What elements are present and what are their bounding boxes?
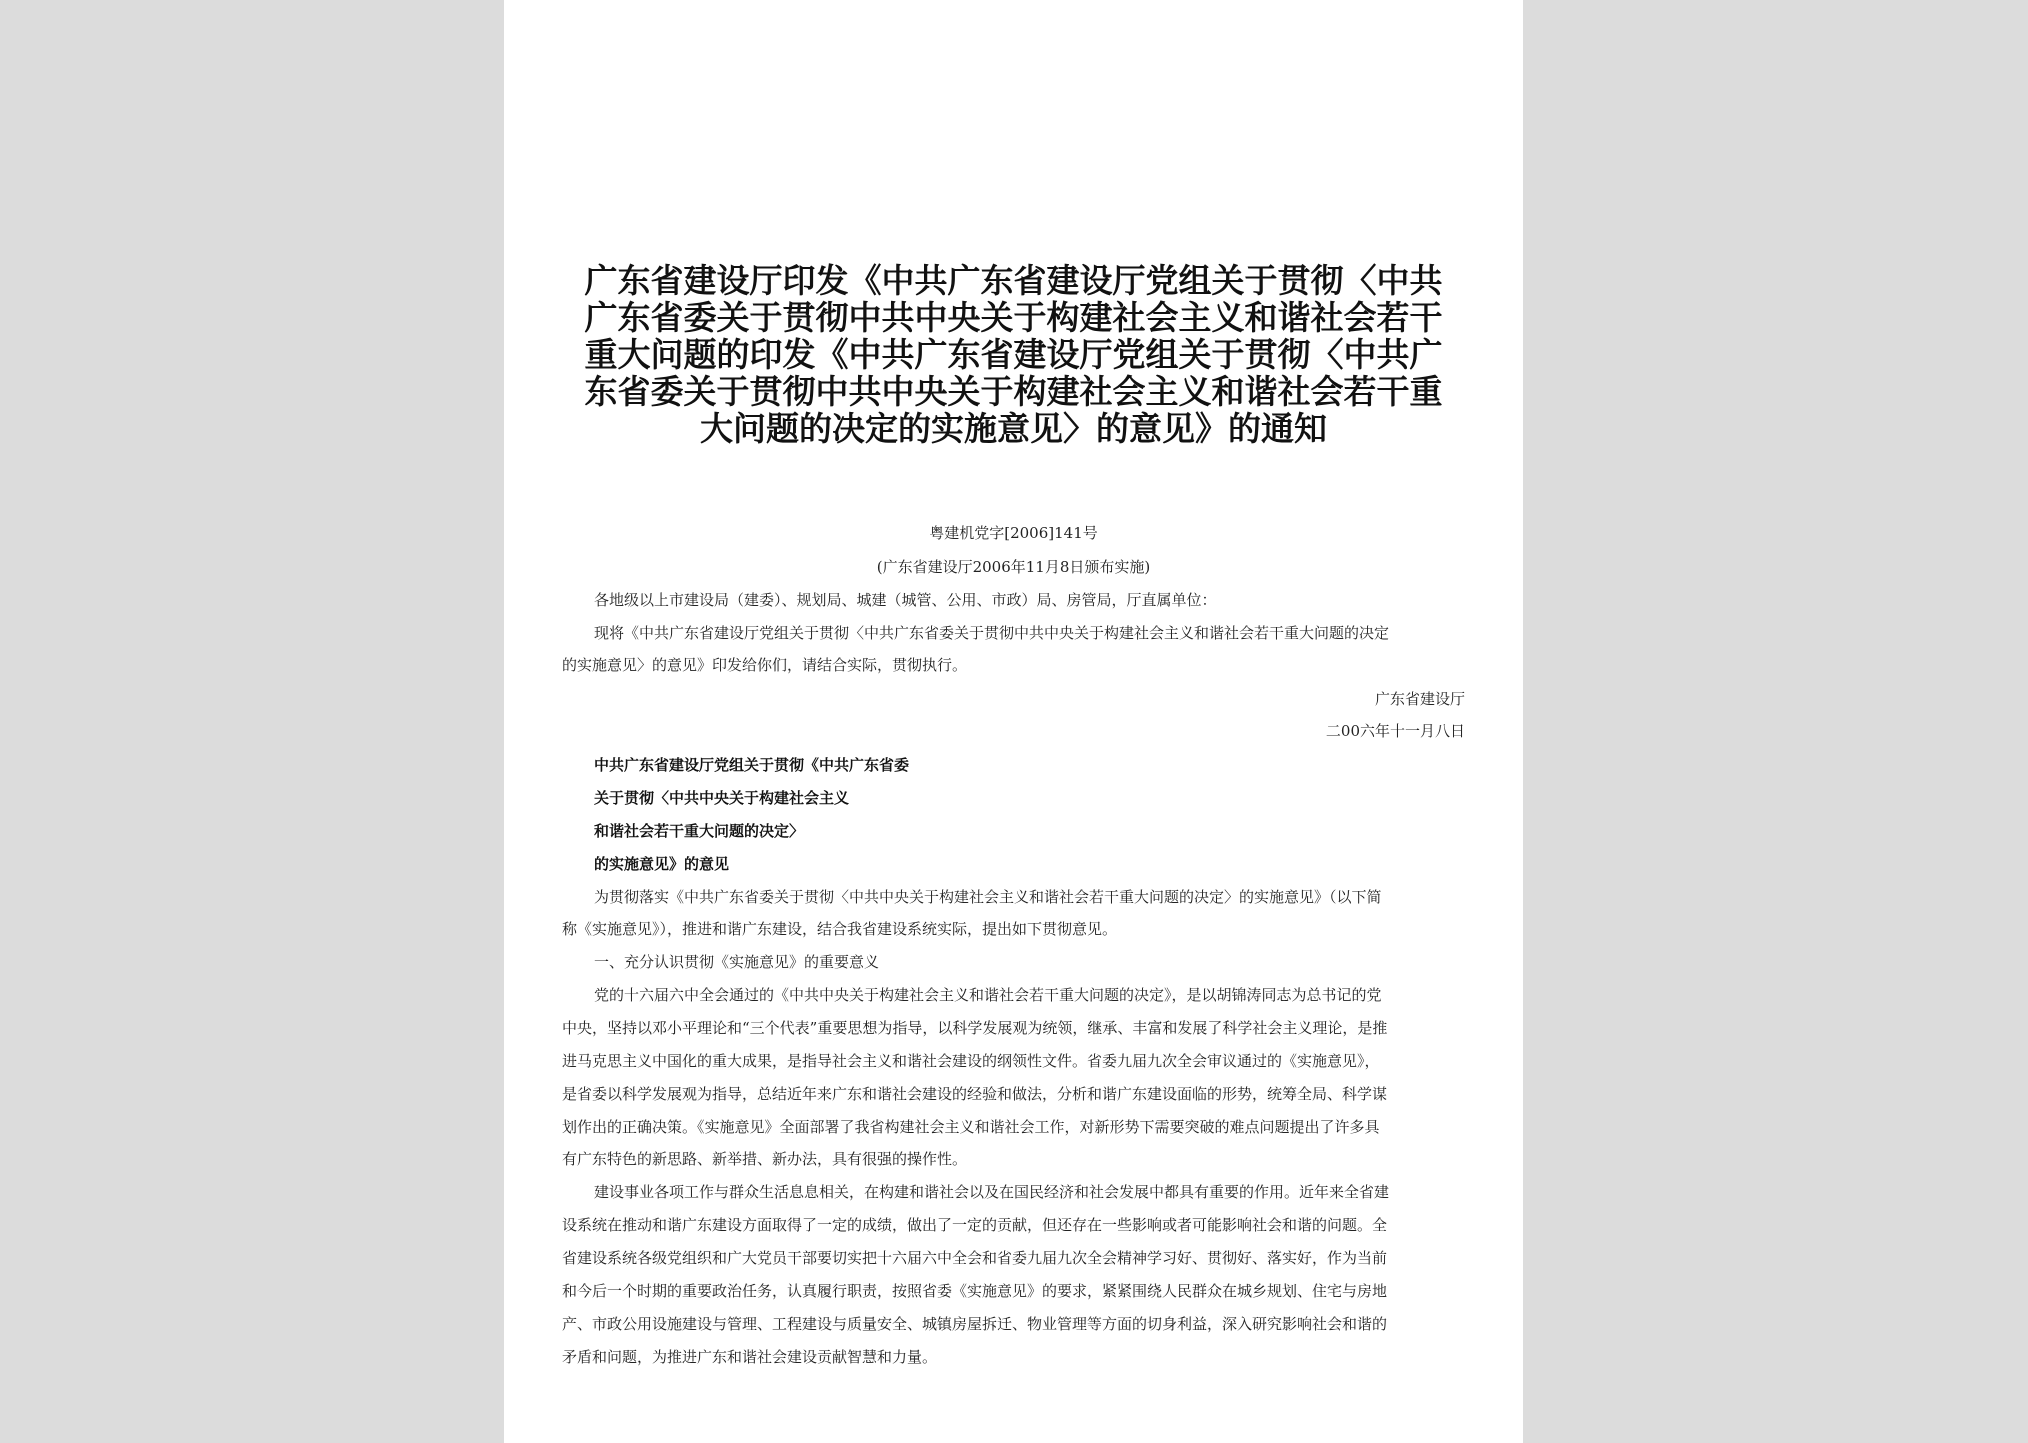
sub-title-line: 的实施意见》的意见 bbox=[594, 855, 730, 873]
sub-title-line: 关于贯彻〈中共中央关于构建社会主义 bbox=[594, 789, 850, 807]
signature-org: 广东省建设厅 bbox=[1374, 690, 1465, 708]
paragraph-line: 划作出的正确决策。《实施意见》全面部署了我省构建社会主义和谐社会工作，对新形势下需要突破的难点问题提出了许多具 bbox=[562, 1118, 1380, 1136]
issue-note: (广东省建设厅2006年11月8日颁布实施) bbox=[876, 558, 1151, 576]
paragraph-line: 产、市政公用设施建设与管理、工程建设与质量安全、城镇房屋拆迁、物业管理等方面的切身利益，深入研究影响社会和谐的 bbox=[562, 1315, 1388, 1333]
paragraph-line: 是省委以科学发展观为指导，总结近年来广东和谐社会建设的经验和做法，分析和谐广东建设面临的形势，统筹全局、科学谋 bbox=[562, 1085, 1388, 1103]
sub-title-line: 中共广东省建设厅党组关于贯彻《中共广东省委 bbox=[594, 756, 910, 774]
paragraph-line: 有广东特色的新思路、新举措、新办法，具有很强的操作性。 bbox=[562, 1150, 968, 1168]
paragraph-line: 和今后一个时期的重要政治任务，认真履行职责，按照省委《实施意见》的要求，紧紧围绕人民群众在城乡规划、住宅与房地 bbox=[562, 1282, 1388, 1300]
intro-line: 的实施意见〉的意见》印发给你们，请结合实际，贯彻执行。 bbox=[562, 656, 968, 674]
sub-title-line: 和谐社会若干重大问题的决定〉 bbox=[594, 822, 805, 840]
preface-line: 称《实施意见》），推进和谐广东建设，结合我省建设系统实际，提出如下贯彻意见。 bbox=[562, 920, 1118, 938]
intro-line: 现将《中共广东省建设厅党组关于贯彻〈中共广东省委关于贯彻中共中央关于构建社会主义和谐社会若干重大问题的决定 bbox=[594, 624, 1390, 642]
signature-date: 二00六年十一月八日 bbox=[1325, 722, 1465, 740]
addressees: 各地级以上市建设局（建委）、规划局、城建（城管、公用、市政）局、房管局，厅直属单位： bbox=[594, 591, 1217, 609]
paragraph-line: 设系统在推动和谐广东建设方面取得了一定的成绩，做出了一定的贡献，但还存在一些影响或者可能影响社会和谐的问题。全 bbox=[562, 1216, 1388, 1234]
document-page bbox=[504, 0, 1523, 1443]
paragraph-line: 党的十六届六中全会通过的《中共中央关于构建社会主义和谐社会若干重大问题的决定》，是以胡锦涛同志为总书记的党 bbox=[594, 986, 1382, 1004]
document-number: 粤建机党字[2006]141号 bbox=[929, 524, 1098, 542]
document-title: 广东省建设厅印发《中共广东省建设厅党组关于贯彻〈中共广东省委关于贯彻中共中央关于构建社会主义和谐社会若干重大问题的印发《中共广东省建设厅党组关于贯彻〈中共广东省委关于贯彻中共中央关于构建社会主义和谐社会若干重大问题的决定的实施意见〉的意见》的通知 bbox=[584, 261, 1443, 448]
paragraph-line: 中央，坚持以邓小平理论和“三个代表”重要思想为指导，以科学发展观为统领，继承、丰富和发展了科学社会主义理论，是推 bbox=[562, 1019, 1388, 1037]
paragraph-line: 进马克思主义中国化的重大成果，是指导社会主义和谐社会建设的纲领性文件。省委九届九次全会审议通过的《实施意见》， bbox=[562, 1052, 1380, 1070]
section-heading: 一、充分认识贯彻《实施意见》的重要意义 bbox=[594, 953, 880, 971]
paragraph-line: 矛盾和问题，为推进广东和谐社会建设贡献智慧和力量。 bbox=[562, 1348, 938, 1366]
paragraph-line: 建设事业各项工作与群众生活息息相关，在构建和谐社会以及在国民经济和社会发展中都具有重要的作用。近年来全省建 bbox=[594, 1183, 1390, 1201]
preface-line: 为贯彻落实《中共广东省委关于贯彻〈中共中央关于构建社会主义和谐社会若干重大问题的决定〉的实施意见》（以下简 bbox=[594, 888, 1382, 906]
paragraph-line: 省建设系统各级党组织和广大党员干部要切实把十六届六中全会和省委九届九次全会精神学习好、贯彻好、落实好，作为当前 bbox=[562, 1249, 1388, 1267]
